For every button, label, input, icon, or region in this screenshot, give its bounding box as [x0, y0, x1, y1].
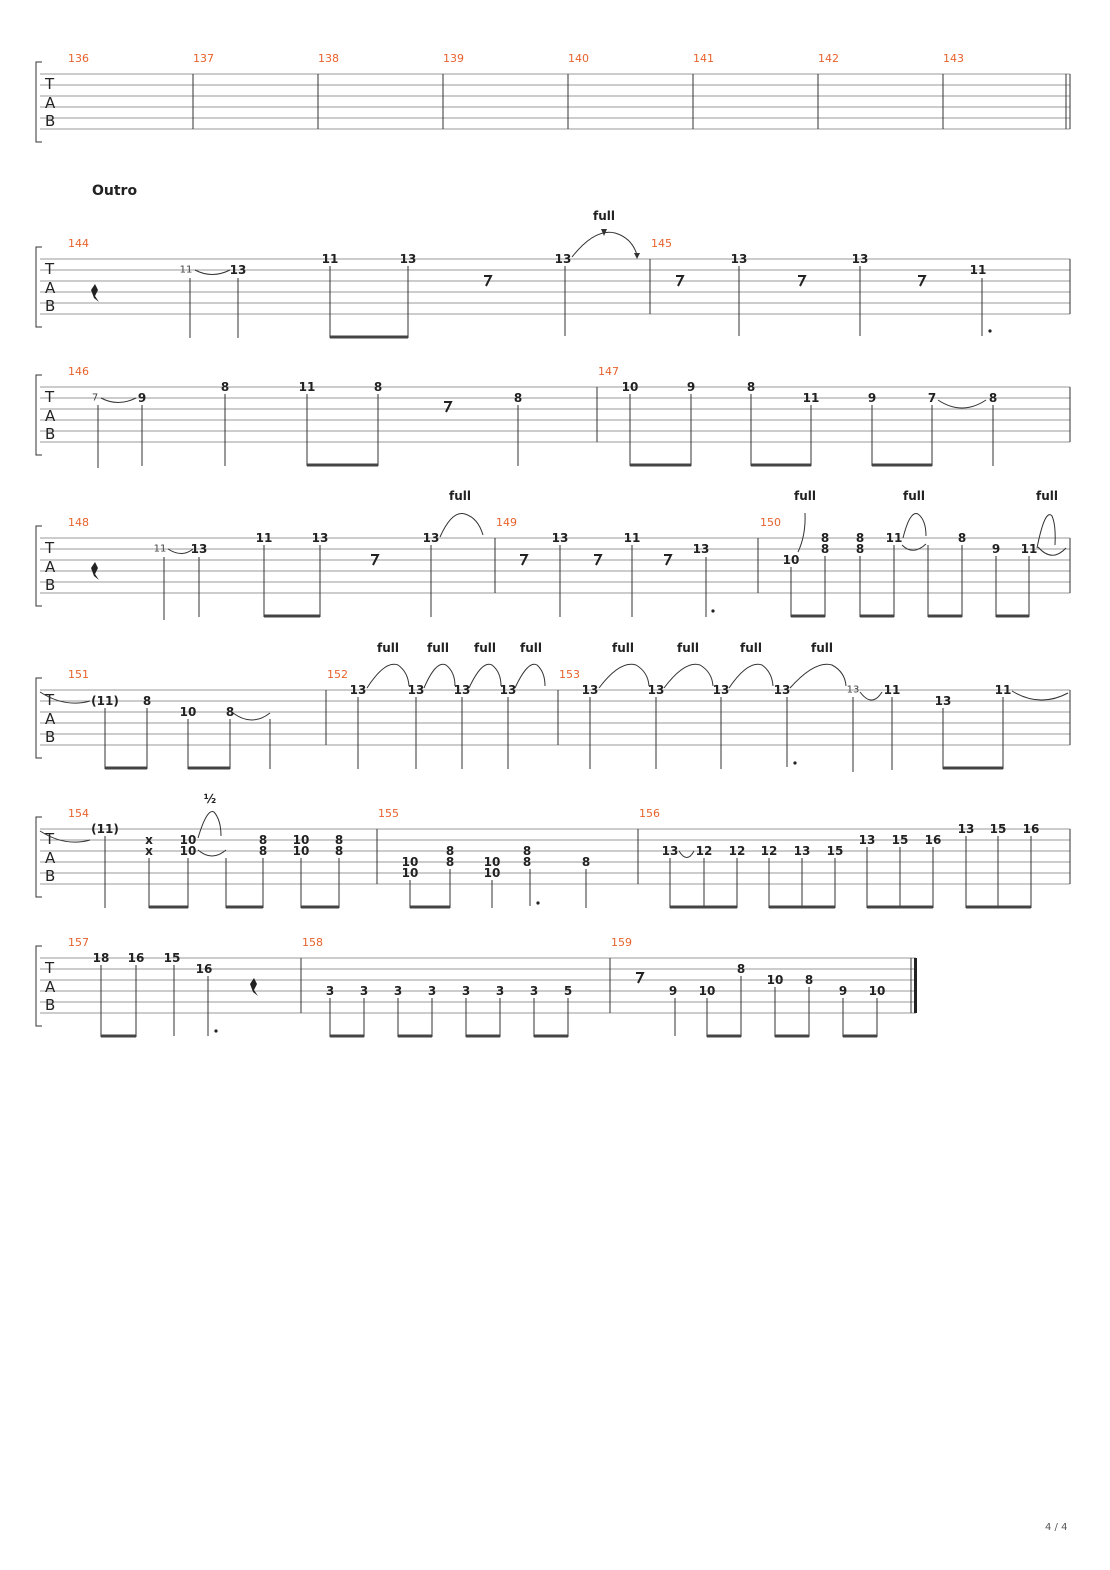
measure-number: 154	[68, 807, 89, 820]
measure-number: 152	[327, 668, 348, 681]
fret-number: 10	[292, 833, 310, 847]
fret-number: 8	[373, 380, 383, 394]
fret-number: 18	[92, 951, 110, 965]
measure-number: 147	[598, 365, 619, 378]
fret-number: 3	[393, 984, 403, 998]
bend-label: full	[427, 641, 449, 655]
tab-letter-t: T	[45, 830, 55, 848]
fret-number: 8	[225, 705, 235, 719]
measure-number: 143	[943, 52, 964, 65]
system-7	[36, 936, 917, 1037]
system-3	[36, 365, 1070, 468]
fret-number: x	[145, 833, 153, 847]
fret-number: 15	[989, 822, 1007, 836]
system-1	[36, 52, 1070, 142]
measure-number: 156	[639, 807, 660, 820]
fret-number: 10	[621, 380, 639, 394]
measure-number: 137	[193, 52, 214, 65]
measure-number: 138	[318, 52, 339, 65]
measure-number: 149	[496, 516, 517, 529]
fret-number: 13	[661, 844, 679, 858]
fret-number: 8	[258, 833, 268, 847]
fret-number: 16	[127, 951, 145, 965]
system-6	[36, 792, 1070, 908]
fret-number: 13	[422, 531, 440, 545]
tab-letter-b: B	[45, 867, 56, 885]
fret-number: 8	[855, 542, 865, 556]
fret-number: 16	[1022, 822, 1040, 836]
tab-letter-t: T	[45, 260, 55, 278]
fret-number: 8	[804, 973, 814, 987]
measure-number: 140	[568, 52, 589, 65]
measure-number: 145	[651, 237, 672, 250]
fret-number: 8	[957, 531, 967, 545]
fret-number: 13	[407, 683, 425, 697]
bend-label: full	[740, 641, 762, 655]
fret-number: 13	[453, 683, 471, 697]
bend-label: full	[811, 641, 833, 655]
system-5	[36, 641, 1070, 772]
fret-number: 9	[686, 380, 696, 394]
fret-number: 10	[179, 833, 197, 847]
fret-number: 13	[692, 542, 710, 556]
fret-number: 8	[258, 844, 268, 858]
tab-letter-a: A	[45, 558, 56, 576]
fret-number: 13	[647, 683, 665, 697]
fret-number: 10	[401, 866, 419, 880]
fret-number: 8	[445, 855, 455, 869]
tab-letter-t: T	[45, 75, 55, 93]
fret-number: 10	[483, 855, 501, 869]
tab-letter-a: A	[45, 978, 56, 996]
fret-number: 10	[698, 984, 716, 998]
tab-letter-b: B	[45, 996, 56, 1014]
fret-number: 11	[802, 391, 820, 405]
measure-number: 155	[378, 807, 399, 820]
fret-number: 11	[883, 683, 901, 697]
tab-letter-a: A	[45, 407, 56, 425]
fret-number: 8	[581, 855, 591, 869]
fret-number: 12	[760, 844, 778, 858]
fret-number: 10	[179, 705, 197, 719]
measure-number: 159	[611, 936, 632, 949]
fret-number: 11	[623, 531, 641, 545]
fret-number: 10	[766, 973, 784, 987]
fret-number: 16	[195, 962, 213, 976]
fret-number: 3	[461, 984, 471, 998]
fret-number: 10	[483, 866, 501, 880]
fret-number: 11	[179, 264, 193, 276]
fret-number: 9	[838, 984, 848, 998]
measure-number: 157	[68, 936, 89, 949]
fret-number: x	[145, 844, 153, 858]
fret-number: 13	[934, 694, 952, 708]
fret-number: 8	[736, 962, 746, 976]
tab-letter-b: B	[45, 576, 56, 594]
fret-number: 11	[255, 531, 273, 545]
fret-number: 7	[91, 392, 99, 404]
fret-number: 3	[325, 984, 335, 998]
bend-label: full	[474, 641, 496, 655]
fret-number: (11)	[91, 694, 119, 708]
tab-letter-b: B	[45, 297, 56, 315]
fret-number: 15	[163, 951, 181, 965]
system-4	[36, 489, 1070, 620]
fret-number: 10	[292, 844, 310, 858]
fret-number: 13	[499, 683, 517, 697]
fret-number: 3	[495, 984, 505, 998]
bend-label: full	[794, 489, 816, 503]
fret-number: 13	[851, 252, 869, 266]
fret-number: 16	[924, 833, 942, 847]
measure-number: 146	[68, 365, 89, 378]
fret-number: 8	[820, 542, 830, 556]
fret-number: 8	[513, 391, 523, 405]
fret-number: 10	[401, 855, 419, 869]
measure-number: 139	[443, 52, 464, 65]
fret-number: 13	[712, 683, 730, 697]
bend-label: full	[520, 641, 542, 655]
fret-number: 13	[190, 542, 208, 556]
fret-number: 8	[220, 380, 230, 394]
measure-number: 142	[818, 52, 839, 65]
fret-number: 5	[563, 984, 573, 998]
fret-number: 8	[522, 855, 532, 869]
fret-number: 8	[746, 380, 756, 394]
measure-number: 141	[693, 52, 714, 65]
fret-number: 9	[991, 542, 1001, 556]
measure-number: 158	[302, 936, 323, 949]
fret-number: (11)	[91, 822, 119, 836]
fret-number: 13	[846, 684, 860, 696]
tab-letter-b: B	[45, 112, 56, 130]
fret-number: 3	[359, 984, 369, 998]
measure-number: 150	[760, 516, 781, 529]
fret-number: 8	[988, 391, 998, 405]
tab-letter-t: T	[45, 691, 55, 709]
fret-number: 9	[668, 984, 678, 998]
fret-number: 10	[179, 844, 197, 858]
tab-letter-a: A	[45, 94, 56, 112]
fret-number: 10	[782, 553, 800, 567]
fret-number: 9	[867, 391, 877, 405]
page-number: 4 / 4	[1045, 1522, 1068, 1533]
fret-number: 13	[229, 263, 247, 277]
measure-number: 151	[68, 668, 89, 681]
fret-number: 11	[321, 252, 339, 266]
fret-number: 13	[399, 252, 417, 266]
fret-number: 11	[885, 531, 903, 545]
fret-number: 8	[522, 844, 532, 858]
fret-number: 13	[730, 252, 748, 266]
fret-number: 8	[334, 844, 344, 858]
fret-number: 11	[994, 683, 1012, 697]
bend-label: full	[449, 489, 471, 503]
measure-number: 153	[559, 668, 580, 681]
system-2	[36, 209, 1070, 338]
fret-number: 13	[858, 833, 876, 847]
bend-label: full	[377, 641, 399, 655]
tab-letter-t: T	[45, 959, 55, 977]
fret-number: 13	[773, 683, 791, 697]
fret-number: 9	[137, 391, 147, 405]
fret-number: 11	[1020, 542, 1038, 556]
fret-number: 8	[820, 531, 830, 545]
fret-number: 13	[581, 683, 599, 697]
section-label: Outro	[92, 183, 138, 199]
bend-label: full	[612, 641, 634, 655]
fret-number: 7	[927, 391, 937, 405]
bend-label: full	[1036, 489, 1058, 503]
bend-label: full	[593, 209, 615, 223]
fret-number: 8	[445, 844, 455, 858]
fret-number: 13	[554, 252, 572, 266]
fret-number: 8	[142, 694, 152, 708]
fret-number: 13	[793, 844, 811, 858]
fret-number: 13	[957, 822, 975, 836]
measure-number: 144	[68, 237, 89, 250]
bend-label: ½	[203, 792, 217, 806]
fret-number: 13	[349, 683, 367, 697]
fret-number: 15	[826, 844, 844, 858]
fret-number: 8	[855, 531, 865, 545]
fret-number: 11	[969, 263, 987, 277]
measure-number: 148	[68, 516, 89, 529]
tab-letter-t: T	[45, 388, 55, 406]
fret-number: 15	[891, 833, 909, 847]
fret-number: 11	[153, 543, 167, 555]
fret-number: 12	[695, 844, 713, 858]
fret-number: 12	[728, 844, 746, 858]
tab-letter-b: B	[45, 728, 56, 746]
tab-letter-a: A	[45, 279, 56, 297]
tab-letter-b: B	[45, 425, 56, 443]
fret-number: 10	[868, 984, 886, 998]
fret-number: 3	[529, 984, 539, 998]
tab-letter-t: T	[45, 539, 55, 557]
bend-label: full	[903, 489, 925, 503]
tab-letter-a: A	[45, 849, 56, 867]
fret-number: 13	[311, 531, 329, 545]
measure-number: 136	[68, 52, 89, 65]
fret-number: 3	[427, 984, 437, 998]
tab-letter-a: A	[45, 710, 56, 728]
fret-number: 13	[551, 531, 569, 545]
fret-number: 11	[298, 380, 316, 394]
bend-label: full	[677, 641, 699, 655]
fret-number: 8	[334, 833, 344, 847]
